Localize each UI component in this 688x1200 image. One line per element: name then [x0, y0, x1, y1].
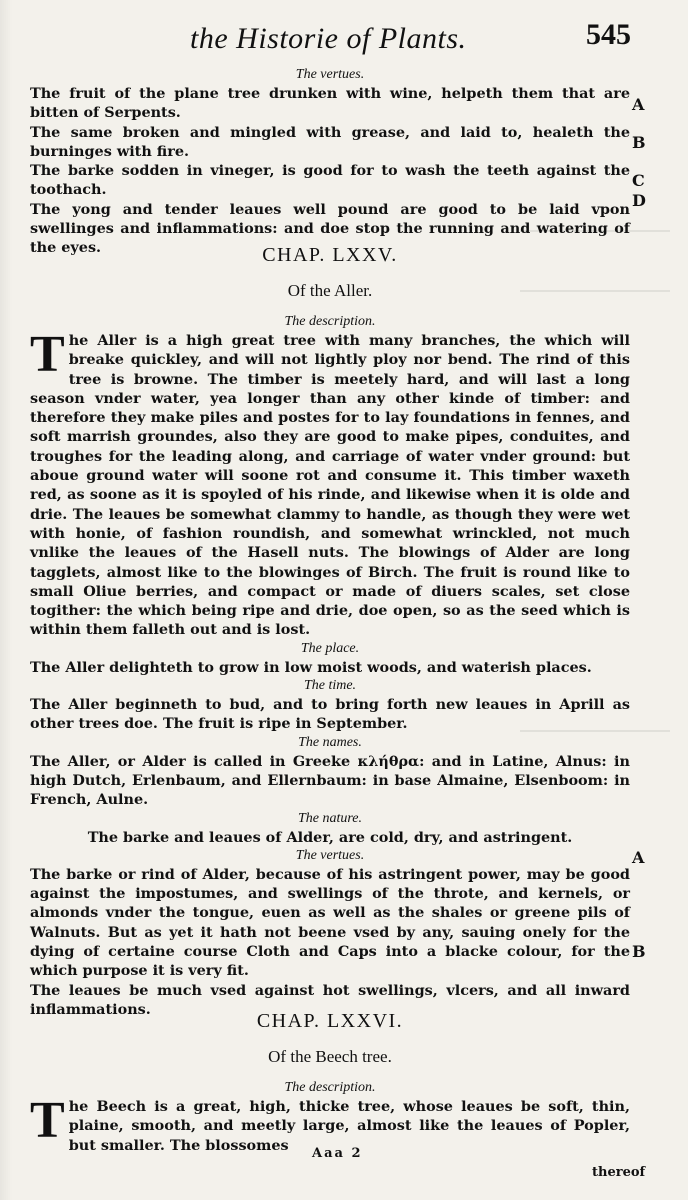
names-paragraph: The Aller, or Alder is called in Greeke κλήθρα: and in Latine, Alnus: in high Dutch, Erlenbaum, and Ellernbaum: in base Almaine, Elsenboom: in French, Aulne.	[30, 752, 630, 809]
vertue-paragraph: The barke sodden in vineger, is good for to wash the teeth against the toothach.	[30, 162, 630, 199]
description-paragraph	[30, 326, 630, 640]
description-heading: The description.	[284, 1080, 376, 1095]
page-number: 545	[586, 18, 631, 51]
vertue-paragraph: The fruit of the plane tree drunken with wine, helpeth them that are bitten of Serpents.	[30, 85, 630, 122]
description-text: he Beech is a great, high, thicke tree, whose leaues be soft, thin, plaine, smooth, and meetly large, almost like the leaues of Popler, but smaller. The blossomes	[68, 1098, 630, 1154]
drop-capital: T	[30, 326, 65, 383]
margin-letter: C	[632, 171, 645, 190]
margin-letter: D	[632, 191, 646, 210]
margin-letter: B	[632, 942, 646, 961]
vertue-paragraph: The barke or rind of Alder, because of his astringent power, may be good against the impostumes, and swellings of the throte, and kernels, or almonds vnder the tongue, euen as well as the shales or greene pils of Walnuts. But as yet it hath not beene vsed by any, sauing onely for the dying of certaine course Cloth and Caps into a blacke colour, for the which purpose it is very fit.	[30, 865, 630, 980]
description-text: he Aller is a high great tree with many branches, the which will breake quickley, and will not lightly ploy nor bend. The rind of this tree is browne. The timber is meetely hard, and will last a long season vnder water, yea longer than any other kinde of timber: and therefore they make piles and postes for to lay foundations in fennes, and soft marrish groundes, also they are good to make pipes, conduites, and troughes for the leading along, and carriage of water vnder ground: but aboue ground water will soone rot and consume it. This timber waxeth red, as soone as it is spoyled of his rinde, and likewise when it is olde and drie. The leaues be somewhat clammy to handle, as though they were wet with honie, of fashion roundish, and somewhat wrinckled, not much vnlike the leaues of the Hasell nuts. The blowings of Alder are long tagglets, almost like to the blowinges of Birch. The fruit is round like to small Oliue berries, and compact or made of diuers scales, set close togither: the which being ripe and drie, doe open, so as the seed which is within them falleth out and is lost.	[30, 332, 630, 639]
vertue-paragraph: The same broken and mingled with grease, and laid to, healeth the burninges with fire.	[30, 123, 630, 160]
signature-mark: Aaa 2	[312, 1146, 363, 1161]
drop-capital: T	[30, 1092, 65, 1149]
margin-letter: A	[632, 95, 645, 114]
chapter-75	[30, 244, 630, 1019]
names-heading: The names.	[298, 734, 362, 750]
catchword: thereof	[592, 1165, 646, 1180]
description-heading: The description.	[284, 314, 376, 329]
section-plane-vertues	[30, 66, 630, 258]
chapter-title: CHAP. LXXVI.	[256, 1010, 404, 1032]
margin-letter: B	[632, 133, 646, 152]
time-paragraph: The Aller beginneth to bud, and to bring forth new leaues in Aprill as other trees doe. The fruit is ripe in September.	[30, 696, 630, 733]
vertue-paragraph: The yong and tender leaues well pound are good to be laid vpon swellinges and inflammations: and doe stop the running and watering of the eyes.	[30, 200, 630, 257]
chapter-title: CHAP. LXXV.	[262, 244, 398, 266]
place-paragraph: The Aller delighteth to grow in low moist woods, and waterish places.	[30, 658, 592, 676]
chapter-76	[30, 1010, 630, 1155]
vertue-paragraph: The leaues be much vsed against hot swellings, vlcers, and all inward inflammations.	[30, 981, 630, 1018]
vertues-heading: The vertues.	[295, 847, 365, 863]
time-heading: The time.	[303, 678, 357, 694]
section-heading: The vertues.	[295, 67, 365, 82]
margin-letter: A	[632, 848, 645, 867]
chapter-subject: Of the Beech tree.	[268, 1047, 392, 1066]
place-heading: The place.	[300, 640, 360, 656]
nature-heading: The nature.	[297, 810, 363, 826]
running-head	[0, 18, 688, 58]
running-title: the Historie of Plants.	[190, 22, 467, 55]
nature-paragraph: The barke and leaues of Alder, are cold, dry, and astringent.	[87, 828, 573, 846]
chapter-subject: Of the Aller.	[287, 281, 373, 300]
